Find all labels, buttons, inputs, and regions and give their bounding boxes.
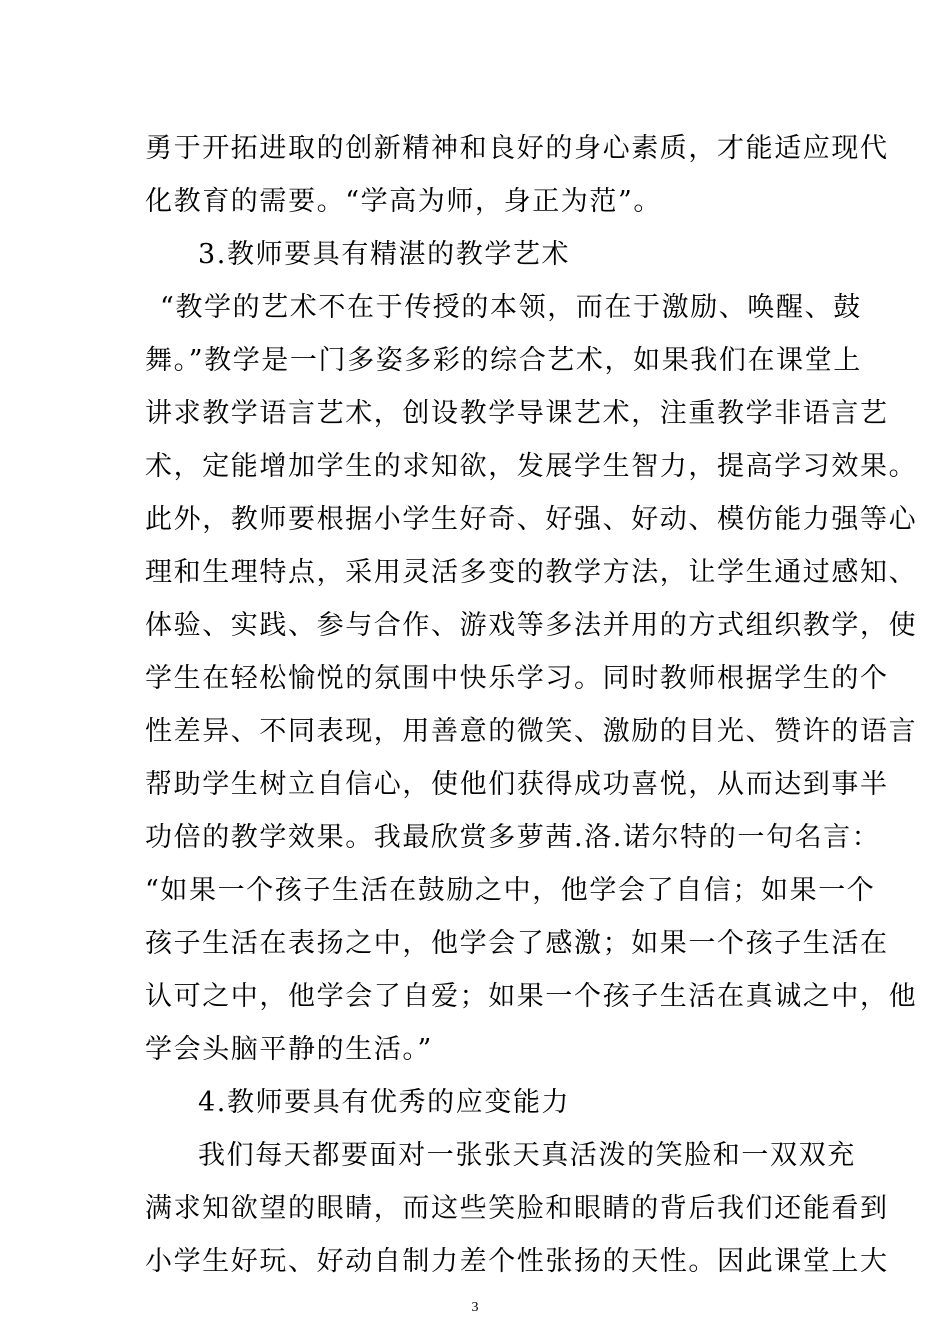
text-line: 此外，教师要根据小学生好奇、好强、好动、模仿能力强等心 xyxy=(145,504,918,535)
text-line: 化教育的需要。“学高为师，身正为范”。 xyxy=(145,186,663,217)
text-line: 小学生好玩、好动自制力差个性张扬的天性。因此课堂上大 xyxy=(145,1246,889,1277)
page-number: 3 xyxy=(471,1300,479,1315)
text-line: “教学的艺术不在于传授的本领，而在于激励、唤醒、鼓 xyxy=(160,292,862,323)
text-line: 术，定能增加学生的求知欲，发展学生智力，提高学习效果。 xyxy=(145,451,918,482)
text-line: 帮助学生树立自信心，使他们获得成功喜悦，从而达到事半 xyxy=(145,769,889,800)
text-line: 舞。”教学是一门多姿多彩的综合艺术，如果我们在课堂上 xyxy=(145,345,862,376)
text-line: 认可之中，他学会了自爱；如果一个孩子生活在真诚之中，他 xyxy=(145,981,918,1012)
text-line: “如果一个孩子生活在鼓励之中，他学会了自信；如果一个 xyxy=(145,875,876,906)
text-line: 学生在轻松愉悦的氛围中快乐学习。同时教师根据学生的个 xyxy=(145,663,889,694)
section-heading: 3.教师要具有精湛的教学艺术 xyxy=(198,239,571,270)
section-heading: 4.教师要具有优秀的应变能力 xyxy=(198,1087,571,1118)
text-line: 勇于开拓进取的创新精神和良好的身心素质，才能适应现代 xyxy=(145,133,889,164)
text-line: 性差异、不同表现，用善意的微笑、激励的目光、赞许的语言 xyxy=(145,716,918,747)
text-line: 满求知欲望的眼睛，而这些笑脸和眼睛的背后我们还能看到 xyxy=(145,1193,889,1224)
text-line: 学会头脑平静的生活。” xyxy=(145,1034,433,1065)
text-line: 理和生理特点，采用灵活多变的教学方法，让学生通过感知、 xyxy=(145,557,918,588)
text-line: 讲求教学语言艺术，创设教学导课艺术，注重教学非语言艺 xyxy=(145,398,889,429)
text-line: 体验、实践、参与合作、游戏等多法并用的方式组织教学，使 xyxy=(145,610,918,641)
text-line: 功倍的教学效果。我最欣赏多萝茜.洛.诺尔特的一句名言： xyxy=(145,822,881,853)
text-line: 我们每天都要面对一张张天真活泼的笑脸和一双双充 xyxy=(198,1140,856,1171)
text-line: 孩子生活在表扬之中，他学会了感激；如果一个孩子生活在 xyxy=(145,928,889,959)
